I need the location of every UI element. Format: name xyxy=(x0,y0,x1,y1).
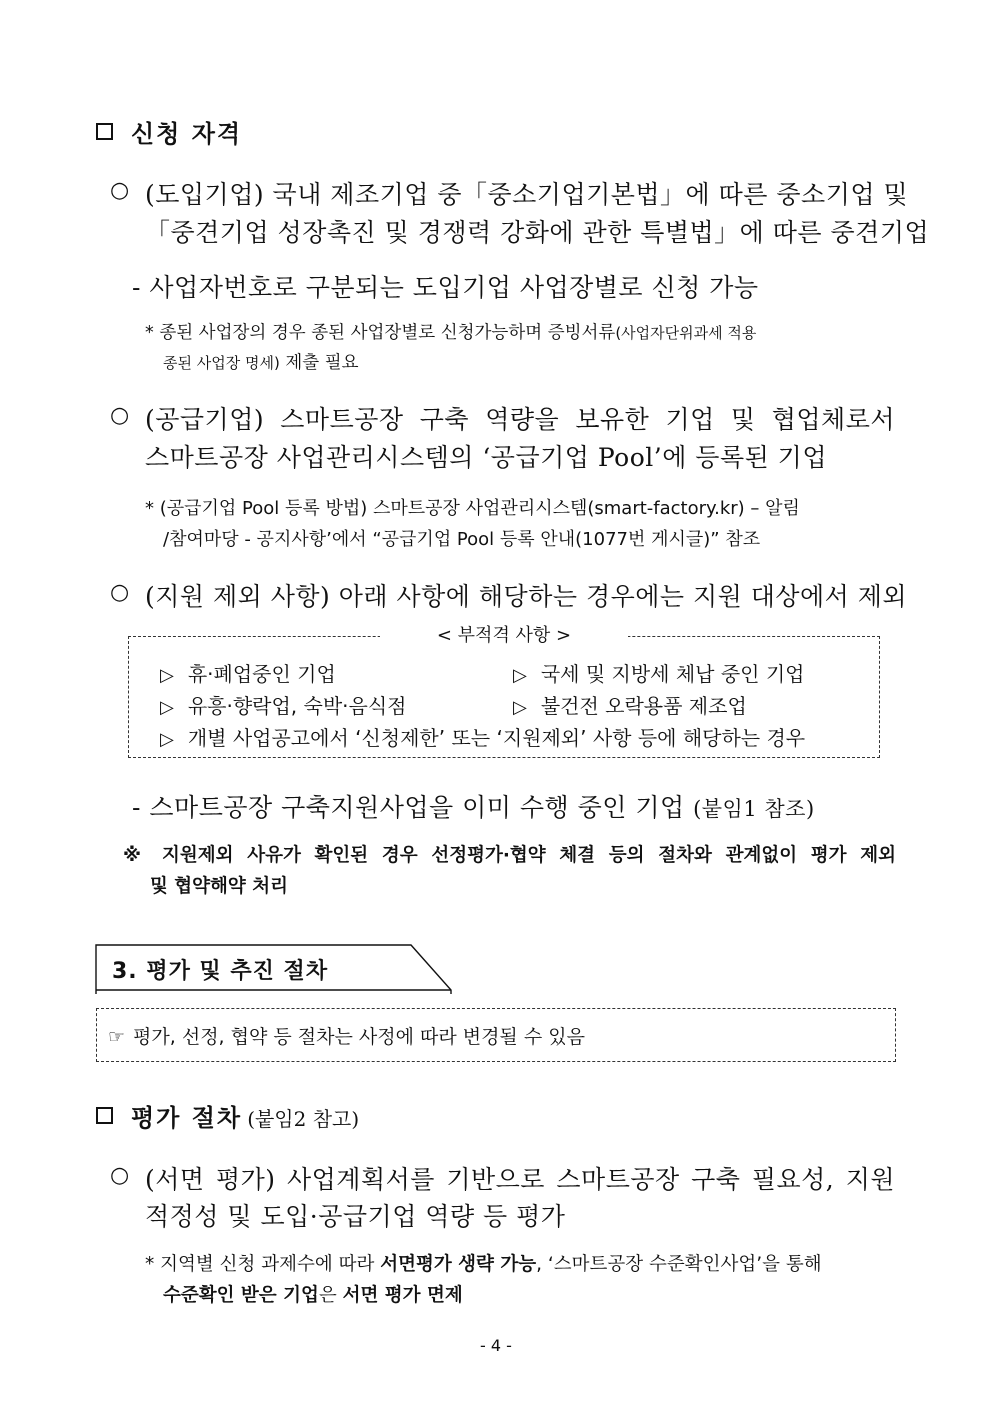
page-number: - 4 - xyxy=(480,1336,512,1355)
footnote-bold-text: 서면 평가 면제 xyxy=(342,1285,463,1306)
footnote-text: * 종된 사업장의 경우 종된 사업장별로 신청가능하며 증빙서류 xyxy=(145,323,616,343)
triangle-right-icon: ▷ xyxy=(513,697,527,718)
bullet-line: (공급기업) 스마트공장 구축 역량을 보유한 기업 및 협업체로서 xyxy=(145,405,895,434)
footnote-small-text: 종된 사업장 명세) xyxy=(163,354,280,372)
warning-line: 및 협약해약 처리 xyxy=(150,876,288,897)
bullet-circle: ○ xyxy=(110,580,130,605)
box-item-label: 유흥·향락업, 숙박·음식점 xyxy=(187,694,407,718)
triangle-right-icon: ▷ xyxy=(160,729,174,750)
triangle-right-icon: ▷ xyxy=(160,665,174,686)
notice-text: 평가, 선정, 협약 등 절차는 사정에 따라 변경될 수 있음 xyxy=(133,1026,585,1048)
footnote-text: 제출 필요 xyxy=(279,353,359,373)
footnote-line xyxy=(145,319,897,344)
pointing-hand-icon: ☞ xyxy=(108,1026,126,1048)
section-checkbox-icon xyxy=(96,123,113,140)
footnote-line: /참여마당 - 공지사항’에서 “공급기업 Pool 등록 안내(1077번 게시글)” 참조 xyxy=(163,529,761,550)
appendix-reference: (붙임2 참고) xyxy=(247,1107,360,1131)
box-item-label: 국세 및 지방세 체납 중인 기업 xyxy=(540,662,805,686)
appendix-reference: (붙임1 참조) xyxy=(693,797,815,821)
dash-text: - 스마트공장 구축지원사업을 이미 수행 중인 기업 xyxy=(132,793,694,822)
bullet-line: 「중견기업 성장촉진 및 경쟁력 강화에 관한 특별법」에 따른 중견기업 xyxy=(145,218,930,247)
bullet-circle: ○ xyxy=(110,1163,130,1188)
box-item-label: 휴·폐업중인 기업 xyxy=(187,662,336,686)
bullet-line: (도입기업) 국내 제조기업 중「중소기업기본법」에 따른 중소기업 및 xyxy=(145,180,909,209)
footnote-text: , ‘스마트공장 수준확인사업’을 통해 xyxy=(536,1254,822,1275)
section-heading: 3. 평가 및 추진 절차 xyxy=(112,959,329,984)
box-item-label: 불건전 오락용품 제조업 xyxy=(540,694,747,718)
footnote-bold-text: 서면평가 생략 가능 xyxy=(380,1254,537,1275)
warning-line: ※ 지원제외 사유가 확인된 경우 선정평가·협약 체결 등의 절차와 관계없이 평가 제외 xyxy=(123,845,896,866)
footnote-text: 은 xyxy=(318,1285,343,1306)
bullet-circle: ○ xyxy=(110,403,130,428)
section-title-eligibility: 신청 자격 xyxy=(131,119,243,148)
triangle-right-icon: ▷ xyxy=(160,697,174,718)
footnote-line xyxy=(163,349,359,374)
section-title-evaluation xyxy=(131,1098,359,1133)
dash-line xyxy=(132,788,815,824)
triangle-right-icon: ▷ xyxy=(513,665,527,686)
footnote-bold-text: 수준확인 받은 기업 xyxy=(163,1285,319,1306)
section-title-text: 평가 절차 xyxy=(131,1103,243,1132)
box-item xyxy=(160,690,406,719)
footnote-text: * 지역별 신청 과제수에 따라 xyxy=(145,1254,381,1275)
ineligibility-box-title: < 부적격 사항 > xyxy=(380,621,628,647)
box-item xyxy=(160,722,805,751)
footnote-small-text: (사업자단위과세 적용 xyxy=(615,324,757,342)
box-item xyxy=(513,690,747,719)
box-item xyxy=(513,658,804,687)
bullet-line: (서면 평가) 사업계획서를 기반으로 스마트공장 구축 필요성, 지원 xyxy=(145,1165,895,1194)
box-item xyxy=(160,658,336,687)
bullet-circle: ○ xyxy=(110,178,130,203)
footnote-line xyxy=(145,1250,897,1276)
box-item-label: 개별 사업공고에서 ‘신청제한’ 또는 ‘지원제외’ 사항 등에 해당하는 경우 xyxy=(187,726,806,750)
dash-line: - 사업자번호로 구분되는 도입기업 사업장별로 신청 가능 xyxy=(132,273,759,302)
footnote-line: * (공급기업 Pool 등록 방법) 스마트공장 사업관리시스템(smart-factory.kr) – 알림 xyxy=(145,498,800,519)
footnote-line xyxy=(163,1281,463,1307)
bullet-line: 스마트공장 사업관리시스템의 ‘공급기업 Pool’에 등록된 기업 xyxy=(145,443,827,472)
section-checkbox-icon xyxy=(96,1107,113,1124)
bullet-line: (지원 제외 사항) 아래 사항에 해당하는 경우에는 지원 대상에서 제외 xyxy=(145,582,908,611)
bullet-line: 적정성 및 도입·공급기업 역량 등 평가 xyxy=(145,1202,566,1231)
notice-line xyxy=(108,1022,585,1049)
